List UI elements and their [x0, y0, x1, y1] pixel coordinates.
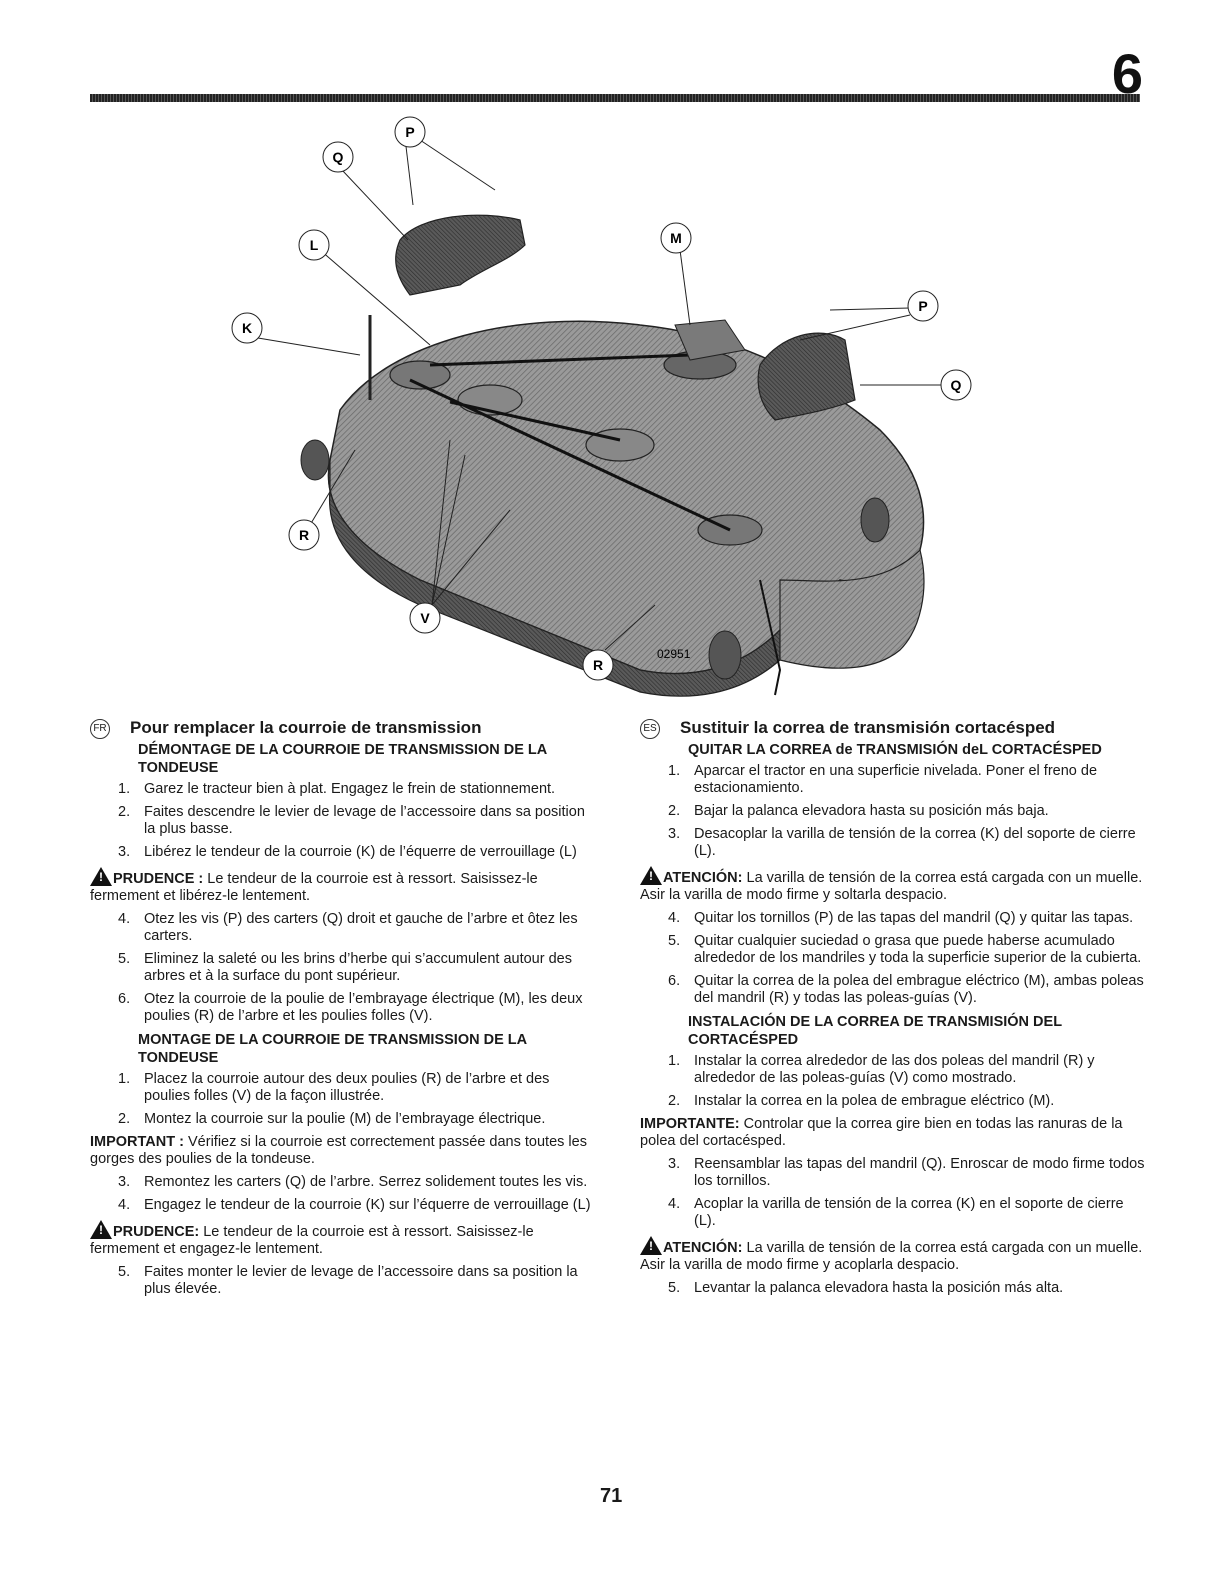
list-item: 2. Faites descendre le levier de levage de l’accessoire dans sa position la plus basse. [118, 804, 585, 837]
subheading-removal-es: QUITAR LA CORREA de TRANSMISIÓN deL CORTACÉSPED [688, 742, 1102, 758]
list-item: 4. Engagez le tendeur de la courroie (K) sur l’équerre de verrouillage (L) [118, 1197, 591, 1213]
callout-p-right [908, 291, 938, 321]
svg-text:R: R [298, 527, 310, 543]
caution-note-2-fr: ! PRUDENCE: Le tendeur de la courroie est à ressort. Saisissez-le fermement et engagez-le lentement. [90, 1220, 595, 1258]
list-item: 5. Levantar la palanca elevadora hasta la posición más alta. [668, 1280, 1064, 1296]
list-item: 2. Bajar la palanca elevadora hasta su posición más baja. [668, 803, 1049, 819]
list-item: 6. Otez la courroie de la poulie de l’embrayage électrique (M), les deux poulies (R) de l’arbre et les poulies folles (V). [118, 991, 583, 1024]
warning-icon: ! [640, 866, 662, 885]
caution-note-2-es: ! ATENCIÓN: La varilla de tensión de la correa está cargada con un muelle. Asir la varilla de modo firme y acoplarla despacio. [640, 1236, 1145, 1274]
callout-q-left [323, 142, 353, 172]
list-item: 4. Otez les vis (P) des carters (Q) droit et gauche de l’arbre et ôtez les carters. [118, 911, 578, 944]
list-item: 5. Faites monter le levier de levage de l’accessoire dans sa position la plus élevée. [118, 1264, 578, 1297]
callout-k [232, 313, 262, 343]
mower-deck-illustration [220, 110, 980, 705]
callout-v [410, 603, 440, 633]
warning-icon: ! [90, 1220, 112, 1239]
list-item: 1. Instalar la correa alrededor de las dos poleas del mandril (R) y alrededor de las poleas-guías (V) como mostrado. [668, 1053, 1095, 1086]
svg-text:P: P [918, 298, 928, 314]
french-column [90, 718, 595, 1304]
list-item: 5. Eliminez la saleté ou les brins d’herbe qui s’accumulent autour des arbres et à la surface du pont supérieur. [118, 951, 572, 984]
list-item: 3. Remontez les carters (Q) de l’arbre. Serrez solidement toutes les vis. [118, 1174, 588, 1190]
language-badge-es: ES [640, 719, 660, 739]
list-item: 3. Desacoplar la varilla de tensión de la correa (K) del soporte de cierre (L). [668, 826, 1136, 859]
subheading-removal-fr: DÉMONTAGE DE LA COURROIE DE TRANSMISSION DE LA TONDEUSE [138, 742, 547, 776]
list-item: 6. Quitar la correa de la polea del embrague eléctrico (M), ambas poleas del mandril (R) y todas las poleas-guías (V). [668, 973, 1144, 1006]
section-title-fr: Pour remplacer la courroie de transmission [130, 718, 482, 737]
callout-q-right [941, 370, 971, 400]
callout-m [661, 223, 691, 253]
steps-removal-fr [90, 781, 595, 861]
callout-r-right [583, 650, 613, 680]
svg-text:P: P [405, 124, 415, 140]
important-note-fr: IMPORTANT : Vérifiez si la courroie est correctement passée dans toutes les gorges des poulies de la tondeuse. [90, 1134, 587, 1167]
page-number: 71 [600, 1485, 623, 1507]
list-item: 1. Garez le tracteur bien à plat. Engagez le frein de stationnement. [118, 781, 556, 797]
list-item: 3. Libérez le tendeur de la courroie (K) de l’équerre de verrouillage (L) [118, 844, 577, 860]
callout-r-left [289, 520, 319, 550]
list-item: 1. Placez la courroie autour des deux poulies (R) de l’arbre et des poulies folles (V) de la façon illustrée. [118, 1071, 550, 1104]
figure-part-number: 02951 [657, 647, 691, 661]
callout-p-left [395, 117, 425, 147]
list-item: 2. Montez la courroie sur la poulie (M) de l’embrayage électrique. [118, 1111, 546, 1127]
svg-text:V: V [420, 610, 430, 626]
section-title-es: Sustituir la correa de transmisión cortacésped [680, 718, 1056, 737]
warning-icon: ! [90, 867, 112, 886]
svg-text:R: R [592, 657, 604, 673]
language-badge-fr: FR [90, 719, 110, 739]
list-item: 2. Instalar la correa en la polea de embrague eléctrico (M). [668, 1093, 1055, 1109]
list-item: 3. Reensamblar las tapas del mandril (Q). Enroscar de modo firme todos los tornillos. [668, 1156, 1145, 1189]
svg-text:Q: Q [332, 149, 344, 165]
svg-text:L: L [309, 237, 319, 253]
svg-text:M: M [670, 230, 682, 246]
list-item: 4. Acoplar la varilla de tensión de la correa (K) en el soporte de cierre (L). [668, 1196, 1124, 1229]
caution-note-fr: ! PRUDENCE : Le tendeur de la courroie est à ressort. Saisissez-le fermement et libérez-le lentement. [90, 867, 595, 905]
chapter-number: 6 [1111, 42, 1143, 105]
list-item: 5. Quitar cualquier suciedad o grasa que puede haberse acumulado alrededor de los mandriles y toda la superficie superior de la cubierta. [668, 933, 1142, 966]
list-item: 1. Aparcar el tractor en una superficie nivelada. Poner el freno de estacionamiento. [668, 763, 1098, 796]
svg-text:K: K [241, 320, 253, 336]
important-note-es: IMPORTANTE: Controlar que la correa gire bien en todas las ranuras de la polea del cortacésped. [640, 1116, 1123, 1149]
subheading-install-es: INSTALACIÓN DE LA CORREA DE TRANSMISIÓN DEL CORTACÉSPED [688, 1014, 1062, 1048]
spanish-column [640, 718, 1145, 1303]
svg-text:Q: Q [950, 377, 962, 393]
caution-note-es: ! ATENCIÓN: La varilla de tensión de la correa está cargada con un muelle. Asir la varilla de modo firme y soltarla despacio. [640, 866, 1145, 904]
list-item: 4. Quitar los tornillos (P) de las tapas del mandril (Q) y quitar las tapas. [668, 910, 1134, 926]
warning-icon: ! [640, 1236, 662, 1255]
callout-l [299, 230, 329, 260]
header-rule [90, 94, 1140, 102]
subheading-install-fr: MONTAGE DE LA COURROIE DE TRANSMISSION DE LA TONDEUSE [138, 1032, 527, 1066]
